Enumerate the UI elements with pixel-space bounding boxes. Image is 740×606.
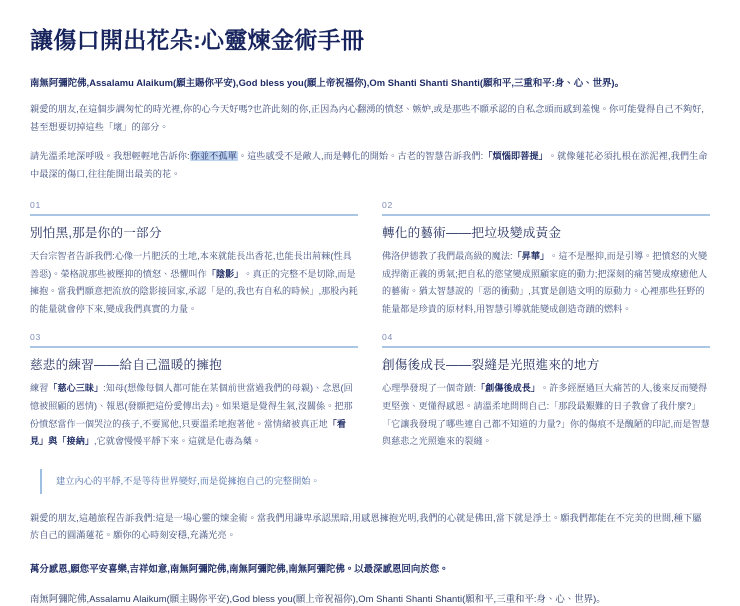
intro-p2-before: 請先溫柔地深呼吸。我想輕輕地告訴你: — [30, 150, 190, 161]
card-number: 03 — [30, 331, 41, 342]
card-title: 創傷後成長——裂縫是光照進來的地方 — [382, 357, 600, 372]
card-body-part: 。許多經歷過巨大痛苦的人,後來反而變得更堅強、更懂得感恩。請溫柔地問問自己:「那段最艱難的日子教會了我什麼?」「它讓我發現了哪些連自己都不知道的力量?」你的傷痕不是醜陋的印記,而是智慧與慈悲之光照進來的裂縫。 — [382, 383, 710, 447]
card-divider — [30, 214, 358, 216]
intro-p2-bold: 「煩惱即菩提」 — [483, 150, 548, 161]
intro-paragraph-1: 親愛的朋友,在這個步調匆忙的時光裡,你的心今天好嗎?也許此刻的你,正因為內心翻湧的憤怒、嫉妒,或是那些不願承認的自私念頭而感到羞愧。你可能覺得自己不夠好,甚至想要切掉這些「壞」的部分。 — [30, 103, 705, 132]
card-01 — [30, 201, 358, 319]
highlighted-phrase: 你並不孤單 — [190, 150, 237, 161]
card-grid — [30, 201, 710, 451]
card-title: 轉化的藝術——把垃圾變成黃金 — [382, 225, 562, 240]
card-body-bold: 「創傷後成長」 — [476, 383, 541, 394]
card-divider — [382, 214, 710, 216]
card-body-bold: 「昇華」 — [512, 250, 550, 261]
card-body-bold: 「陰影」 — [206, 268, 244, 279]
card-body-part: ,它就會慢慢平靜下來。這就是化毒為藥。 — [94, 436, 262, 447]
card-number: 04 — [382, 331, 393, 342]
card-03 — [30, 333, 358, 451]
card-body-part: 。這不是壓抑,而是引導。把憤怒的火變成捍衛正義的勇氣;把自私的慾望變成照顧家庭的動力;把深刻的痛苦變成療癒他人的藝術。猶太智慧說的「惡的衝動」,其實是創造文明的原動力。心裡那些狂野的能量都是珍貴的原材料,用智慧引導就能變成創造奇蹟的燃料。 — [382, 250, 708, 315]
outro-closing: 南無阿彌陀佛,Assalamu Alaikum(願主賜你平安),God bless you(願上帝祝福你),Om Shanti Shanti Shanti(願和平,三重和平:身、心、世界)。 — [30, 592, 606, 604]
card-04 — [382, 333, 710, 451]
card-body-part: :知母(想像每個人都可能在某個前世當過我們的母親)、念恩(回憶被照顧的恩情)、報恩(發願把這份愛傳出去)。如果還是覺得生氣,沒關係。把那份憤怒當作一個哭泣的孩子,不要罵他,只要溫柔地抱著他。當情緒被真正地 — [30, 383, 353, 429]
card-number: 01 — [30, 199, 41, 210]
card-body — [30, 380, 358, 451]
card-body — [382, 380, 710, 451]
page-title: 讓傷口開出花朵:心靈煉金術手冊 — [30, 27, 365, 53]
card-body-bold: 「看見」與「接納」 — [30, 418, 347, 447]
outro-paragraph: 親愛的朋友,這趟旅程告訴我們:這是一場心靈的煉金術。當我們用謙卑承認黑暗,用感恩擁抱光明,我們的心就是佛田,當下就是淨土。願我們都能在不完美的世間,種下屬於自己的圓滿蓮花。願你的心時刻安穩,充滿光亮。 — [30, 512, 702, 541]
card-body-part: 天台宗智者告訴我們:心像一片肥沃的土地,本來就能長出香花,也能長出荊棘(性具善惡)。榮格說那些被壓抑的憤怒、恐懼叫作 — [30, 250, 352, 279]
card-body-bold: 「慈心三昧」 — [48, 383, 104, 394]
card-title: 別怕黑,那是你的一部分 — [30, 225, 162, 240]
card-02 — [382, 201, 710, 319]
card-body — [30, 248, 358, 319]
intro-section — [30, 76, 710, 184]
card-divider — [382, 346, 710, 348]
card-number: 02 — [382, 199, 393, 210]
card-body — [382, 248, 710, 319]
card-body-part: 練習 — [30, 383, 49, 394]
outro-gratitude: 萬分感恩,願您平安喜樂,吉祥如意,南無阿彌陀佛,南無阿彌陀佛,南無阿彌陀佛。以最深感恩回向於您。 — [30, 563, 449, 575]
intro-paragraph-2 — [30, 148, 710, 184]
card-title: 慈悲的練習——給自己溫暖的擁抱 — [30, 357, 222, 372]
pull-quote — [40, 469, 710, 494]
intro-salutation: 南無阿彌陀佛,Assalamu Alaikum(願主賜你平安),God bless you(願上帝祝福你),Om Shanti Shanti Shanti(願和平,三重和平:身、心、世界)。 — [30, 76, 625, 88]
card-body-part: 心理學發現了一個奇蹟: — [382, 383, 477, 394]
intro-p2-mid: 。這些感受不是敵人,而是轉化的開始。古老的智慧告訴我們: — [237, 150, 484, 161]
intro-p2-after: 。就像蓮花必須扎根在淤泥裡,我們生命中最深的傷口,往往能開出最美的花。 — [30, 150, 708, 179]
card-body-part: 佛洛伊德教了我們最高級的魔法: — [382, 250, 513, 261]
card-body-part: 。真正的完整不是切除,而是擁抱。當我們願意把流放的陰影接回家,承認「是的,我也有自私的時候」,那股內耗的能量就會停下來,變成我們真實的力量。 — [30, 268, 358, 315]
card-divider — [30, 346, 358, 348]
pull-quote-text: 建立內心的平靜,不是等待世界變好,而是從擁抱自己的完整開始。 — [56, 475, 320, 486]
